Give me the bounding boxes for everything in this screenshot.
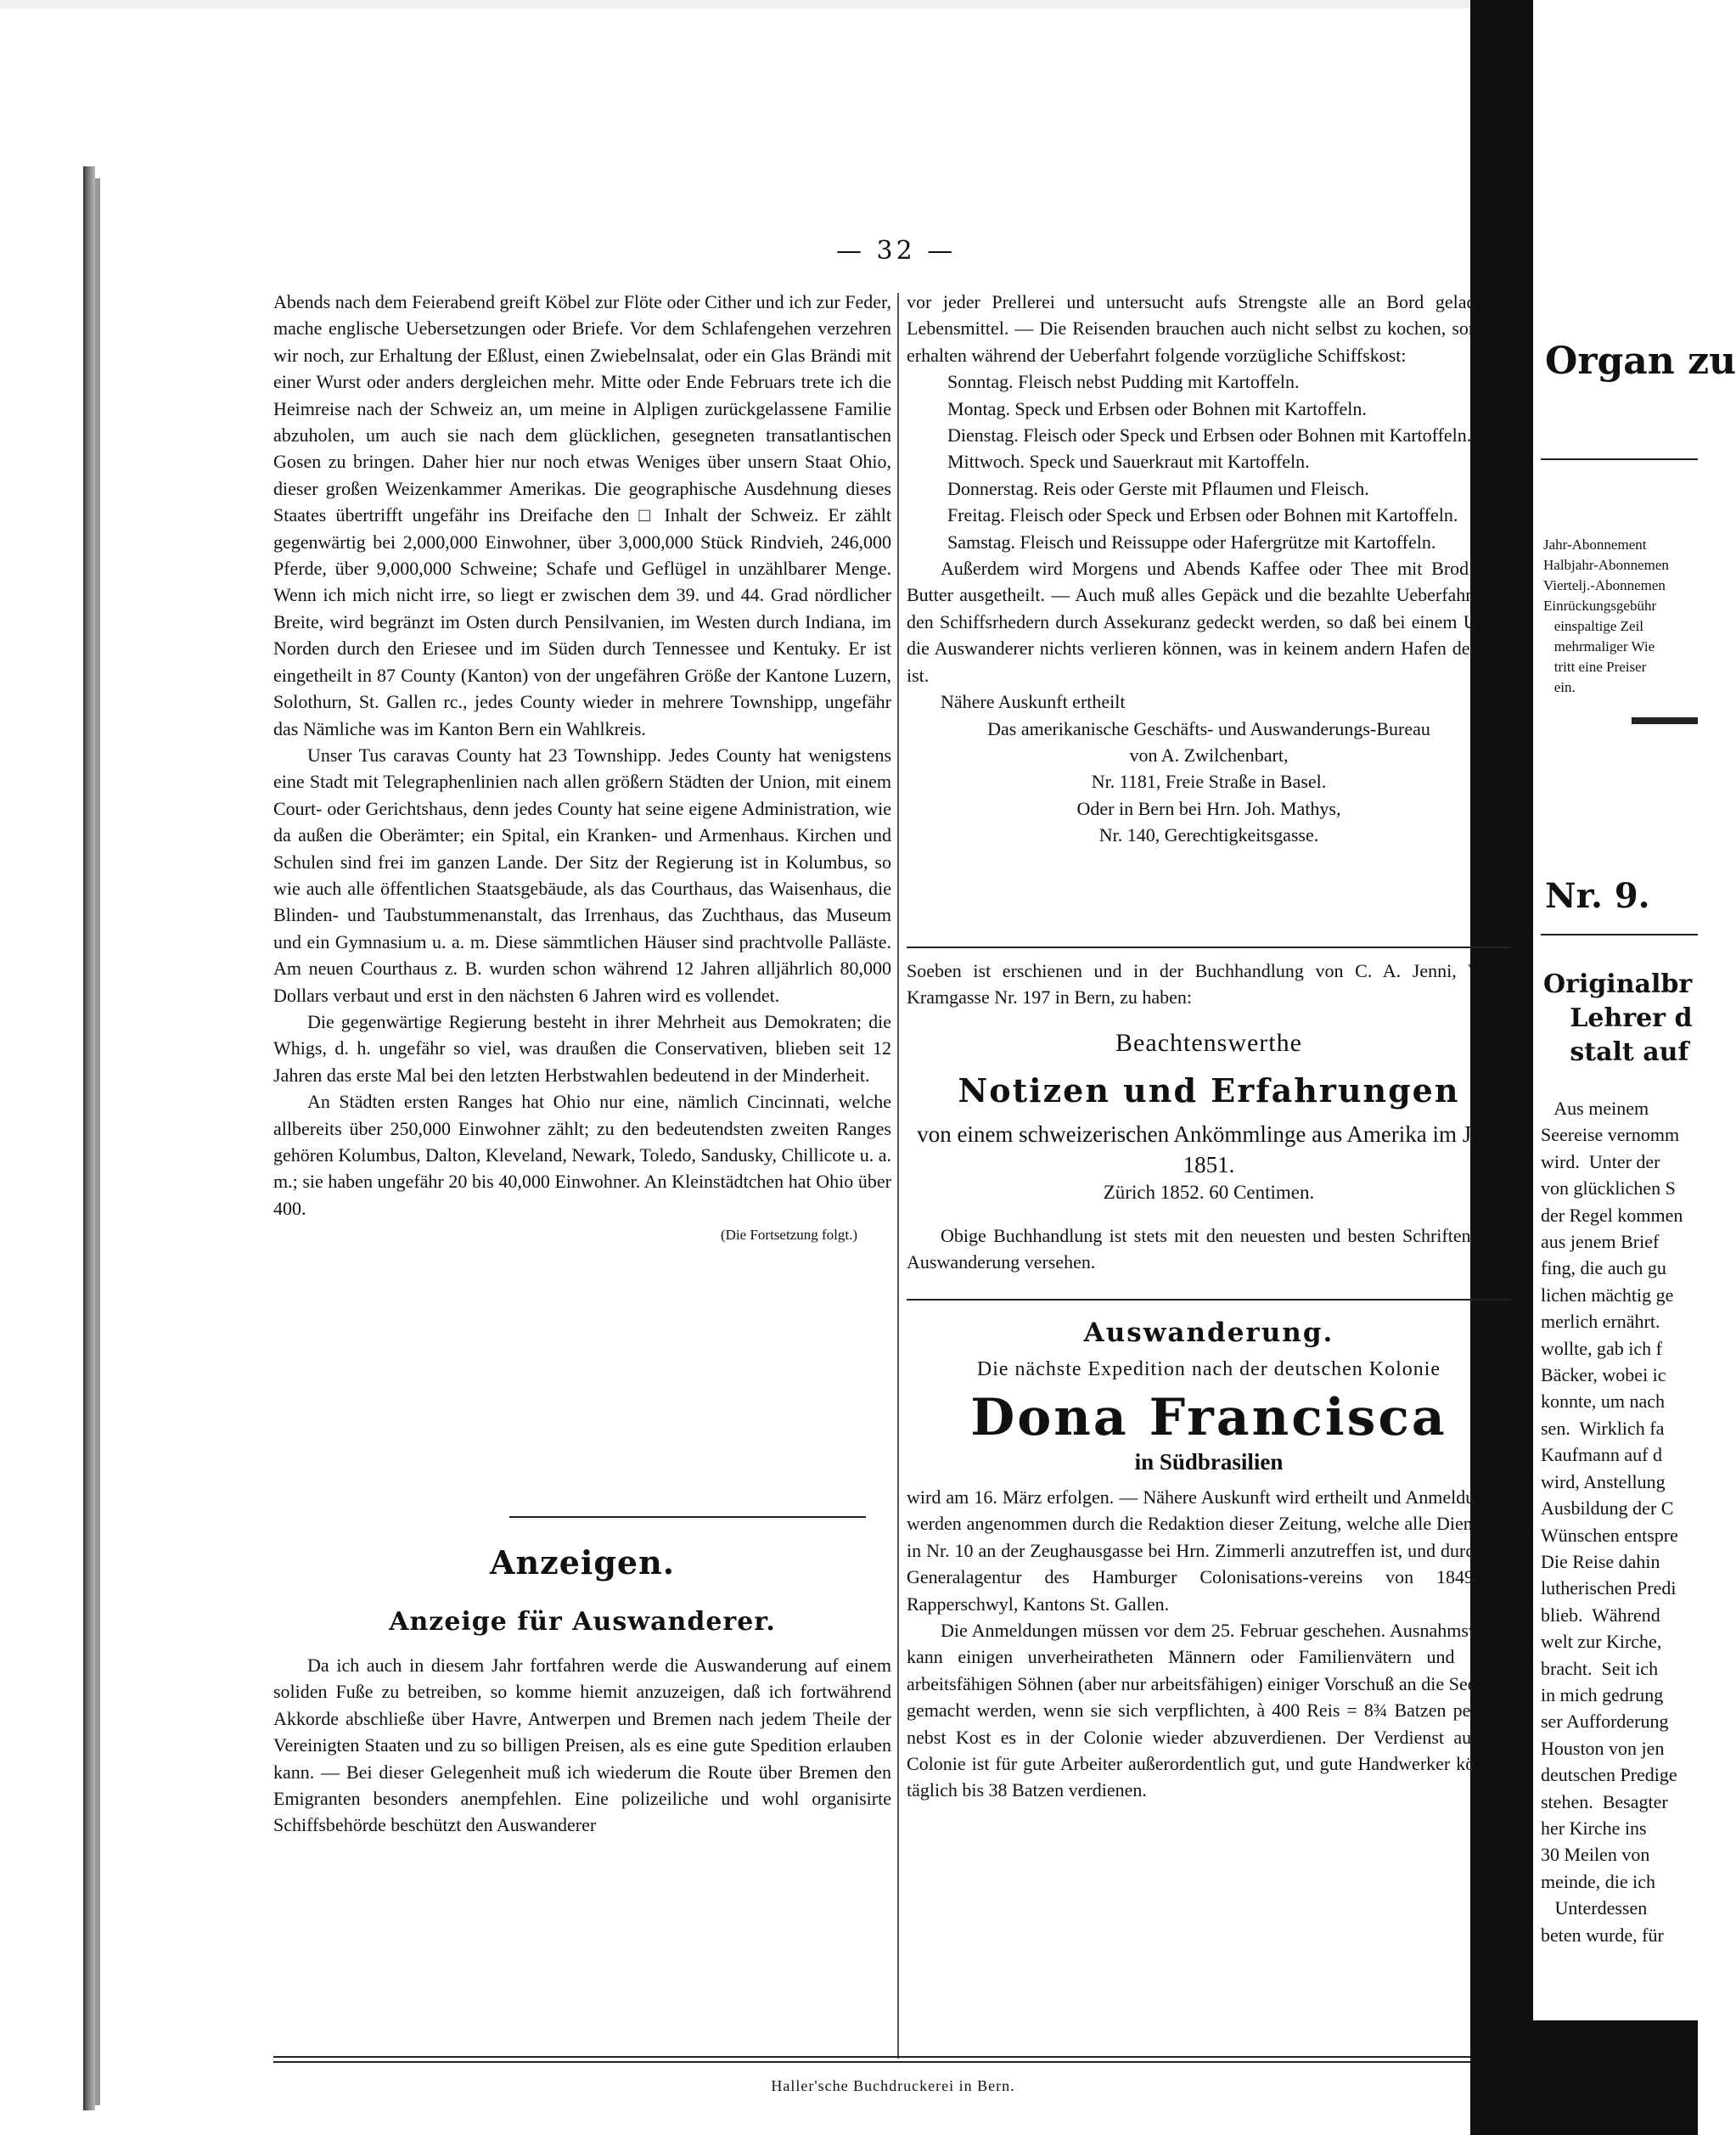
- next-page-masthead: Organ zu: [1545, 340, 1736, 383]
- paragraph: wird am 16. März erfolgen. — Nähere Auskunft wird ertheilt und Anmeldungen werden angenommen durch die Redaktion dieser Zeitung, welche alle Dienstage in Nr. 10 an der Zeughausgasse bei Hrn. Zimmerli anzutreffen ist, und durch die Generalagentur des Hamburger Colonisations-vereins von 1849 in Rapperschwyl, Kantons St. Gallen.: [907, 1486, 1511, 1615]
- middle-column: [907, 289, 1511, 849]
- section-divider: [907, 947, 1511, 948]
- menu-item: Dienstag. Fleisch oder Speck und Erbsen oder Bohnen mit Kartoffeln.: [947, 424, 1472, 447]
- anzeige-body: [273, 1652, 891, 1839]
- paragraph: Außerdem wird Morgens und Abends Kaffee oder Thee mit Brod oder Butter ausgetheilt. — Auch muß alles Gepäck und die bezahlte Ueberfahrt von den Schiffsrhedern durch Assekuranz gedeckt werden, so daß bei einem Unfall die Auswanderer nichts verlieren können, was in keinem andern Hafen der Fall ist.: [907, 558, 1511, 686]
- paragraph: Unser Tus caravas County hat 23 Townshipp. Jedes County hat wenigstens eine Stadt mit Telegraphenlinien nach allen größern Städten der Union, mit einem Court- oder Gerichtshaus, denn jedes County hat seine eigene Administration, wie da außen die Oberämter; ein Spital, ein Kranken- und Armenhaus. Kirchen und Schulen sind frei im ganzen Lande. Der Sitz der Regierung ist in Kolumbus, so wie auch alle öffentlichen Staatsgebäude, als das Courthaus, das Waisenhaus, die Blinden- und Taubstummenanstalt, das Irrenhaus, das Zuchthaus, das Museum und ein Gymnasium u. a. m. Diese sämmtlichen Häuser sind prachtvolle Palläste. Am neuen Courthaus z. B. wurden schon während 12 Jahren alljährlich 80,000 Dollars verbaut und erst in den nächsten 6 Jahren wird es vollendet.: [273, 744, 891, 1006]
- book-imprint: Zürich 1852. 60 Centimen.: [1103, 1182, 1315, 1203]
- next-page-rule: [1541, 458, 1698, 460]
- footer-rule: [273, 2056, 1513, 2063]
- scan-dark-corner: [1470, 2020, 1698, 2135]
- expedition-line: Die nächste Expedition nach der deutschen Kolonie: [976, 1358, 1441, 1380]
- next-page-article-body: Aus meinem Seereise vernomm wird. Unter der von glücklichen S der Regel kommen aus jenem Brief fing, die auch gu lichen mächtig ge merlich ernährt. wollte, gab ich f Bäcker, wobei ic konnte, um nach sen. Wirklich fa Kaufmann auf d wird, Anstellung Ausbildung der C Wünschen entspre Die Reise dahin lutherischen Predi blieb. Während welt zur Kirche, bracht. Seit ich in mich gedrung ser Aufforderung Houston von jen deutschen Predige stehen. Besagter her Kirche ins 30 Meilen von meinde, die ich Unterdessen beten wurde, für: [1541, 1098, 1683, 1946]
- colony-location: in Südbrasilien: [1134, 1449, 1284, 1475]
- section-divider: [907, 1299, 1511, 1301]
- auswanderung-body: [907, 1484, 1511, 1804]
- continuation-note: (Die Fortsetzung folgt.): [721, 1227, 857, 1244]
- book-note: Obige Buchhandlung ist stets mit den neuesten und besten Schriften über Auswanderung versehen.: [907, 1225, 1511, 1273]
- menu-item: Montag. Speck und Erbsen oder Bohnen mit Kartoffeln.: [947, 397, 1367, 419]
- colony-name: Dona Francisca: [970, 1388, 1447, 1447]
- menu-item: Freitag. Fleisch oder Speck und Erbsen oder Bohnen mit Kartoffeln.: [947, 504, 1458, 526]
- page-number: — 32 —: [836, 236, 957, 266]
- book-announcement-intro: Soeben ist erschienen und in der Buchhandlung von C. A. Jenni, Vater, Kramgasse Nr. 197 in Bern, zu haben:: [907, 960, 1511, 1009]
- menu-item: Samstag. Fleisch und Reissuppe oder Hafergrütze mit Kartoffeln.: [947, 531, 1436, 553]
- binding-gutter-inner: [95, 178, 100, 2105]
- next-page-article-title: Originalbr Lehrer d stalt auf: [1543, 969, 1693, 1067]
- book-subtitle: von einem schweizerischen Ankömmlinge aus Amerika im Jahr 1851.: [917, 1121, 1501, 1177]
- paragraph: Die Anmeldungen müssen vor dem 25. Februar geschehen. Ausnahmsweise kann einigen unverheiratheten Männern oder Familienvätern und deren arbeitsfähigen Söhnen (aber nur arbeitsfähigen) einiger Vorschuß an die Seereise gemacht werden, wenn sie sich verpflichten, à 400 Reis = 8¾ Batzen per Tag nebst Kost es in der Colonie wieder abzuverdienen. Der Verdienst auf der Colonie ist für gute Arbeiter außerordentlich gut, und gute Handwerker können täglich bis 38 Batzen verdienen.: [907, 1620, 1511, 1801]
- paragraph: vor jeder Prellerei und untersucht aufs Strengste alle an Bord geladenen Lebensmittel. — Die Reisenden brauchen auch nicht selbst zu kochen, sondern erhalten während der Ueberfahrt folgende vorzügliche Schiffskost:: [907, 291, 1511, 366]
- contact-line: Das amerikanische Geschäfts- und Auswanderungs-Bureau: [987, 717, 1430, 739]
- contact-line: von A. Zwilchenbart,: [1129, 744, 1289, 766]
- contact-line: Oder in Bern bei Hrn. Joh. Mathys,: [1076, 797, 1341, 819]
- scan-top-edge: [0, 0, 1470, 8]
- next-page-subscription: Jahr-Abonnement Halbjahr-Abonnemen Viertelj.-Abonnemen Einrückungsgebühr einspaltige Zeil mehrmaliger Wie tritt eine Preiser ein.: [1543, 537, 1669, 695]
- column-divider: [897, 293, 899, 2059]
- paragraph: Abends nach dem Feierabend greift Köbel zur Flöte oder Cither und ich zur Feder, mache englische Uebersetzungen oder Briefe. Vor dem Schlafengehen verzehren wir noch, zur Erhaltung der Eßlust, einen Zwiebelnsalat, oder ein Glas Brändi mit einer Wurst oder anders dergleichen mehr. Mitte oder Ende Februars trete ich die Heimreise nach der Schweiz an, um meine in Alpligen zurückgelassene Familie abzuholen, um auch sie nach dem glücklichen, gesegneten transatlantischen Gosen zu bringen. Daher hier nur noch etwas Weniges über unsern Staat Ohio, dieser großen Weizenkammer Amerikas. Die geographische Ausdehnung dieses Staates übertrifft ungefähr ins Dreifache den □ Inhalt der Schweiz. Er zählt gegenwärtig bei 2,000,000 Einwohner, über 3,000,000 Stück Rindvieh, 246,000 Pferde, über 9,000,000 Schweine; Schafe und Geflügel in unzählbarer Menge. Wenn ich mich nicht irre, so liegt er zwischen dem 39. und 44. Grad nördlicher Breite, wird begränzt im Osten durch Pensilvanien, im Westen durch Indiana, im Norden durch den Eriesee und im Süden durch Tennessee und Kentuky. Er ist eingetheilt in 87 County (Kanton) von der ungefähren Größe der Kantone Luzern, Solothurn, St. Gallen rc., jedes County wieder in mehrere Townshipp, ungefähr das Nämliche was im Kanton Bern ein Wahlkreis.: [273, 291, 891, 739]
- book-prefix: Beachtenswerthe: [1115, 1029, 1302, 1057]
- contact-line: Nr. 140, Gerechtigkeitsgasse.: [1098, 824, 1319, 846]
- next-page-rule: [1541, 934, 1698, 935]
- section-divider: [509, 1516, 866, 1518]
- menu-item: Sonntag. Fleisch nebst Pudding mit Kartoffeln.: [947, 371, 1300, 393]
- contact-line: Nr. 1181, Freie Straße in Basel.: [1091, 771, 1327, 793]
- menu-item: Donnerstag. Reis oder Gerste mit Pflaumen und Fleisch.: [947, 477, 1369, 499]
- book-title: Notizen und Erfahrungen: [958, 1071, 1460, 1110]
- next-page-issue-number: Nr. 9.: [1545, 876, 1650, 916]
- paragraph: Da ich auch in diesem Jahr fortfahren werde die Auswanderung auf einem soliden Fuße zu betreiben, so komme hiemit anzuzeigen, daß ich fortwährend Akkorde abschließe über Havre, Antwerpen und Bremen nach jedem Theile der Vereinigten Staaten und zu so billigen Preisen, als es eine gute Spedition erlauben kann. — Bei dieser Gelegenheit muß ich wiederum die Route über Bremen den Emigranten besonders anempfehlen. Eine polizeiliche und wohl organisirte Schiffsbehörde beschützt den Auswanderer: [273, 1655, 891, 1836]
- anzeigen-heading: Anzeigen.: [490, 1543, 675, 1582]
- binding-gutter: [83, 166, 95, 2110]
- printer-imprint: Haller'sche Buchdruckerei in Bern.: [771, 2077, 1015, 2094]
- auswanderung-heading: Auswanderung.: [1083, 1318, 1334, 1348]
- contact-intro: Nähere Auskunft ertheilt: [941, 691, 1126, 713]
- paragraph: An Städten ersten Ranges hat Ohio nur eine, nämlich Cincinnati, welche allbereits über 250,000 Einwohner zählt; zu den bedeutendsten zweiten Ranges gehören Kolumbus, Dalton, Kleveland, Newark, Toledo, Sandusky, Chillicote u. a. m.; sie haben ungefähr 20 bis 40,000 Einwohner. An Kleinstädtchen hat Ohio über 400.: [273, 1091, 891, 1219]
- next-page-rule: [1632, 717, 1698, 724]
- menu-item: Mittwoch. Speck und Sauerkraut mit Kartoffeln.: [947, 451, 1310, 473]
- left-column: [273, 289, 891, 1249]
- paragraph: Die gegenwärtige Regierung besteht in ihrer Mehrheit aus Demokraten; die Whigs, d. h. ungefähr so viel, was draußen die Conservativen, blieben seit 12 Jahren das erste Mal bei den letzten Herbstwahlen bedeutend in der Minderheit.: [273, 1010, 891, 1086]
- anzeige-subheading: Anzeige für Auswanderer.: [389, 1607, 776, 1637]
